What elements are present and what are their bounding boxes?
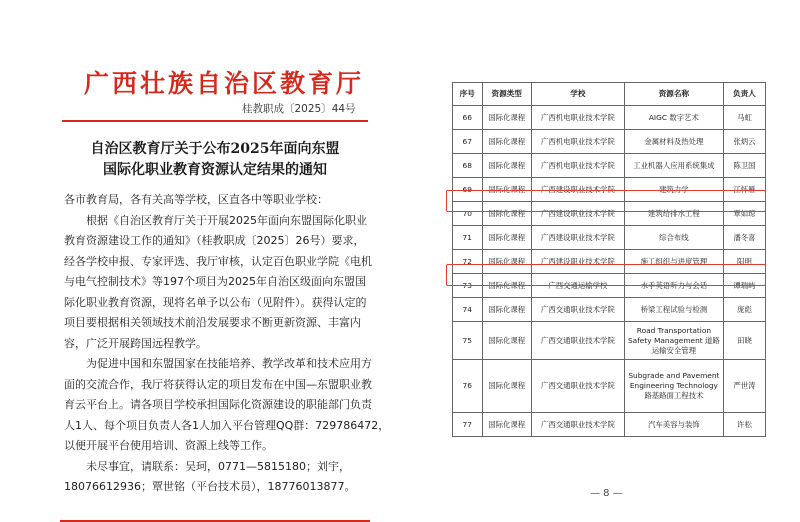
cell-no: 67: [453, 130, 483, 154]
paragraph-line: 际化职业教育资源，现将名单予以公布（见附件）。获得认定的: [64, 295, 367, 309]
cell-resource-name: 施工组织与进度管理: [624, 250, 723, 274]
cell-type: 国际化课程: [482, 413, 531, 437]
cell-school: 广西交通职业技术学院: [531, 322, 624, 360]
paragraph-line: 教育资源建设工作的通知》（桂教职成〔2025〕26号）要求，: [64, 234, 365, 247]
cell-lead: 潘冬喜: [723, 226, 765, 250]
cell-resource-name: Subgrade and Pavement Engineering Technology 路基路面工程技术: [624, 360, 723, 413]
table-row: [453, 298, 766, 322]
cell-school: 广西机电职业技术学院: [531, 130, 624, 154]
cell-lead: 覃如琼: [723, 202, 765, 226]
highlight-row-69: [446, 190, 766, 212]
cell-school: 广西交通运输学校: [531, 274, 624, 298]
table-row: [453, 106, 766, 130]
red-divider: [62, 120, 368, 122]
cell-type: 国际化课程: [482, 360, 531, 413]
cell-lead: 阳明: [723, 250, 765, 274]
cell-no: 71: [453, 226, 483, 250]
cell-school: 广西机电职业技术学院: [531, 154, 624, 178]
paragraph-line: 未尽事宜，请联系：吴珂，0771—5815180；刘宇，: [86, 459, 350, 473]
cell-school: 广西建设职业技术学院: [531, 202, 624, 226]
header-type: 资源类型: [482, 83, 531, 106]
paragraph-line: 18076612936；覃世铭（平台技术员），18776013877。: [64, 480, 356, 493]
paragraph-line: 与电气控制技术》等197个项目为2025年自治区级面向东盟国: [64, 275, 366, 288]
cell-school: 广西机电职业技术学院: [531, 106, 624, 130]
cell-type: 国际化课程: [482, 274, 531, 298]
cell-lead: 谭瑞屿: [723, 274, 765, 298]
cell-lead: 田晓: [723, 322, 765, 360]
cell-type: 国际化课程: [482, 250, 531, 274]
paragraph-line: 以便开展平台使用培训、资源上线等工作。: [64, 439, 273, 452]
cell-school: 广西交通职业技术学院: [531, 413, 624, 437]
cell-no: 69: [453, 178, 483, 202]
cell-school: 广西交通职业技术学院: [531, 360, 624, 413]
cell-lead: 江怀雁: [723, 178, 765, 202]
cell-resource-name: 综合布线: [624, 226, 723, 250]
cell-no: 73: [453, 274, 483, 298]
cell-resource-name: Road Transportation Safety Management 道路运输安全管理: [624, 322, 723, 360]
cell-resource-name: 桥梁工程试验与检测: [624, 298, 723, 322]
cell-lead: 许松: [723, 413, 765, 437]
cell-resource-name: 水手英语听力与会话: [624, 274, 723, 298]
org-title: 广西壮族自治区教育厅: [83, 69, 364, 98]
table-row: [453, 130, 766, 154]
cell-school: 广西建设职业技术学院: [531, 250, 624, 274]
cell-lead: 严世涛: [723, 360, 765, 413]
cell-no: 70: [453, 202, 483, 226]
paragraph-line: 人1人、每个项目负责人各1人加入平台管理QQ群：729786472，: [64, 418, 390, 432]
table-row: [453, 226, 766, 250]
appendix-page: [452, 82, 768, 502]
cell-resource-name: 工业机器人应用系统集成: [624, 154, 723, 178]
cell-type: 国际化课程: [482, 226, 531, 250]
table-row: [453, 360, 766, 413]
page-number: — 8 —: [590, 488, 623, 499]
table-row: [453, 413, 766, 437]
cell-no: 76: [453, 360, 483, 413]
cell-resource-name: 金属材料及热处理: [624, 130, 723, 154]
header-resource-name: 资源名称: [624, 83, 723, 106]
salutation: 各市教育局，各有关高等学校，区直各中等职业学校：: [64, 193, 328, 206]
cell-school: 广西建设职业技术学院: [531, 178, 624, 202]
paragraph-line: 根据《自治区教育厅关于开展2025年面向东盟国际化职业: [86, 213, 367, 227]
cell-no: 74: [453, 298, 483, 322]
table-header-row: [453, 83, 766, 106]
cell-lead: 庞彪: [723, 298, 765, 322]
cell-school: 广西建设职业技术学院: [531, 226, 624, 250]
doc-number: 桂教职成〔2025〕44号: [242, 103, 356, 115]
header-no: 序号: [453, 83, 483, 106]
cell-type: 国际化课程: [482, 322, 531, 360]
paragraph-line: 面的交流合作，我厅将获得认定的项目发布在中国—东盟职业教: [64, 377, 372, 391]
header-school: 学校: [531, 83, 624, 106]
notice-page: [46, 42, 390, 502]
notice-body: [64, 190, 390, 498]
notice-title-line-1: 自治区教育厅关于公布2025年面向东盟: [90, 141, 340, 157]
highlight-row-72: [446, 264, 766, 286]
table-row: [453, 154, 766, 178]
paragraph-line: 容，广泛开展跨国远程教学。: [64, 336, 207, 350]
cell-lead: 陈卫国: [723, 154, 765, 178]
cell-resource-name: AIGC 数字艺术: [624, 106, 723, 130]
cell-type: 国际化课程: [482, 298, 531, 322]
cell-lead: 张炳云: [723, 130, 765, 154]
cell-no: 68: [453, 154, 483, 178]
cell-type: 国际化课程: [482, 202, 531, 226]
cell-resource-name: 汽车美容与装饰: [624, 413, 723, 437]
notice-title: [62, 139, 368, 181]
cell-type: 国际化课程: [482, 154, 531, 178]
header-lead: 负责人: [723, 83, 765, 106]
cell-school: 广西交通职业技术学院: [531, 298, 624, 322]
paragraph-line: 为促进中国和东盟国家在技能培养、教学改革和技术应用方: [86, 357, 372, 370]
cell-resource-name: 建筑给排水工程: [624, 202, 723, 226]
cell-no: 77: [453, 413, 483, 437]
cell-type: 国际化课程: [482, 178, 531, 202]
cell-resource-name: 建筑力学: [624, 178, 723, 202]
cell-type: 国际化课程: [482, 130, 531, 154]
cell-lead: 马虹: [723, 106, 765, 130]
cell-no: 66: [453, 106, 483, 130]
cell-type: 国际化课程: [482, 106, 531, 130]
paragraph-line: 项目要根据相关领域技术前沿发展要求不断更新资源、丰富内: [64, 316, 361, 329]
paragraph-line: 经各学校申报、专家评选、我厅审核，认定百色职业学院《电机: [64, 254, 372, 268]
resource-table: [452, 82, 766, 437]
cell-no: 75: [453, 322, 483, 360]
table-row: [453, 322, 766, 360]
cell-no: 72: [453, 250, 483, 274]
notice-title-line-2: 国际化职业教育资源认定结果的通知: [103, 162, 327, 178]
paragraph-line: 育云平台上。请各项目学校承担国际化资源建设的职能部门负责: [64, 398, 372, 411]
